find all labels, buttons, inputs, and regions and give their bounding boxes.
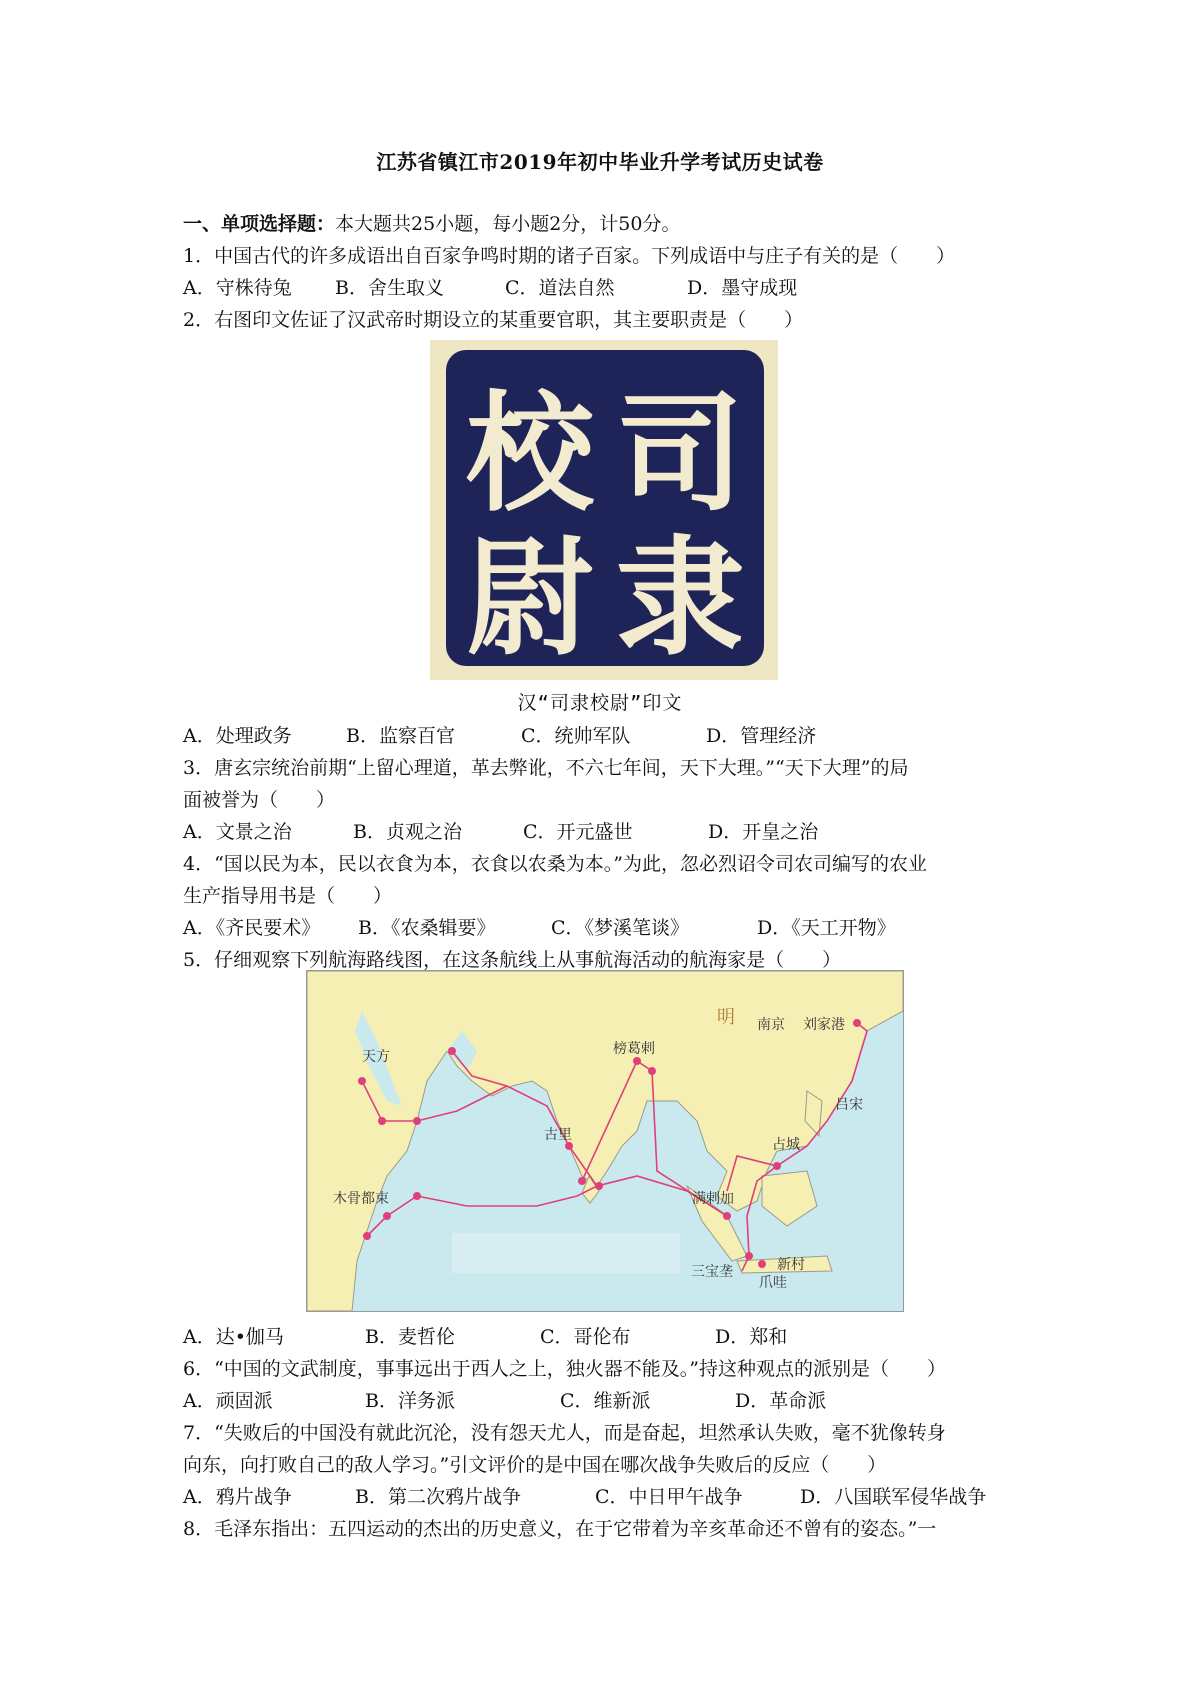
question-5-stem: 5．仔细观察下列航海路线图，在这条航线上从事航海活动的航海家是（ ） (183, 949, 842, 971)
label-luzon: 吕宋 (835, 1097, 863, 1113)
option-d: D．开皇之治 (708, 821, 819, 843)
exam-title: 江苏省镇江市2019年初中毕业升学考试历史试卷 (376, 150, 824, 174)
option-a: A．守株待兔 (183, 277, 292, 299)
section-description: 本大题共25小题，每小题2分，计50分。 (335, 213, 681, 235)
option-a: A．达•伽马 (183, 1326, 284, 1348)
question-4-stem-line-2: 生产指导用书是（ ） (183, 885, 393, 907)
label-nanjing: 南京 (757, 1017, 785, 1033)
option-c: C．开元盛世 (523, 821, 633, 843)
label-malacca: 满剌加 (692, 1191, 734, 1207)
option-a: A．顽固派 (183, 1390, 273, 1412)
option-c: C．维新派 (560, 1390, 651, 1412)
voyage-map-svg (307, 971, 903, 1311)
label-java: 爪哇 (759, 1275, 787, 1291)
label-ming: 明 (717, 1007, 735, 1028)
label-liujiagang: 刘家港 (803, 1017, 845, 1033)
port-ceylon (595, 1182, 603, 1190)
option-c: C．哥伦布 (540, 1326, 631, 1348)
option-a: A．《齐民要术》 (183, 917, 321, 939)
option-d: D．八国联军侵华战争 (800, 1486, 987, 1508)
question-7-options (183, 1482, 1043, 1512)
option-b: B．麦哲伦 (365, 1326, 455, 1348)
map-patch (452, 1233, 680, 1273)
seal-figure (430, 340, 778, 680)
option-a: A．鸦片战争 (183, 1486, 292, 1508)
port-chittagong (648, 1067, 656, 1075)
port-gresik (758, 1260, 766, 1268)
question-1-options (183, 273, 1043, 303)
port-malacca (723, 1212, 731, 1220)
voyage-map (306, 970, 904, 1312)
port-aden (378, 1117, 386, 1125)
option-b: B．第二次鸦片战争 (355, 1486, 521, 1508)
port-liujiagang (853, 1019, 861, 1027)
label-xincun: 新村 (777, 1257, 805, 1273)
label-tianfang: 天方 (362, 1049, 390, 1065)
option-b: B．舍生取义 (335, 277, 444, 299)
question-3-options (183, 817, 1043, 847)
port-hormuz (448, 1047, 456, 1055)
label-champa: 占城 (772, 1137, 800, 1153)
option-a: A．处理政务 (183, 725, 292, 747)
seal-image (430, 340, 778, 680)
option-d: D．革命派 (735, 1390, 827, 1412)
port-semarang (745, 1252, 753, 1260)
question-7-stem-line-1: 7．“失败后的中国没有就此沉沦，没有怨天尤人，而是奋起，坦然承认失败，毫不犹像转身 (183, 1422, 946, 1444)
question-8-stem: 8．毛泽东指出：五四运动的杰出的历史意义，在于它带着为辛亥革命还不曾有的姿态。”一 (183, 1518, 937, 1540)
label-bengal: 榜葛剌 (613, 1041, 655, 1057)
label-guli: 古里 (544, 1127, 572, 1143)
option-d: D．《天工开物》 (757, 917, 896, 939)
option-c: C．《梦溪笔谈》 (551, 917, 690, 939)
label-semarang: 三宝垄 (691, 1264, 733, 1280)
section-heading-line (183, 209, 1043, 239)
port-brava (383, 1212, 391, 1220)
option-b: B．洋务派 (365, 1390, 455, 1412)
seal-caption: 汉“司隶校尉”印文 (517, 692, 683, 714)
seal-char-li: 隶 (615, 523, 745, 673)
option-c: C．道法自然 (505, 277, 615, 299)
section-heading: 一、单项选择题： (183, 213, 336, 235)
question-3-stem-line-2: 面被誉为（ ） (183, 789, 336, 811)
port-jeddah (358, 1077, 366, 1085)
port-bengal (633, 1057, 641, 1065)
question-7-stem-line-2: 向东，向打败自己的敌人学习。”引文评价的是中国在哪次战争失败后的反应（ ） (183, 1454, 887, 1476)
question-4-options (183, 913, 1043, 943)
question-3-stem-line-1: 3．唐玄宗统治前期“上留心理道，革去弊讹，不六七年间，天下大理。”“天下大理”的局 (183, 757, 909, 779)
question-2-stem: 2．右图印文佐证了汉武帝时期设立的某重要官职，其主要职责是（ ） (183, 309, 804, 331)
port-mogadishu (413, 1192, 421, 1200)
question-6-options (183, 1386, 1043, 1416)
question-2-options (183, 721, 1043, 751)
option-b: B．监察百官 (346, 725, 455, 747)
option-a: A．文景之治 (183, 821, 292, 843)
port-malindi (363, 1232, 371, 1240)
option-b: B．贞观之治 (353, 821, 462, 843)
seal-char-si: 司 (615, 379, 745, 529)
label-mogadishu: 木骨都束 (333, 1191, 389, 1207)
option-c: C．中日甲午战争 (595, 1486, 743, 1508)
question-6-stem: 6．“中国的文武制度，事事远出于西人之上，独火器不能及。”持这种观点的派别是（ ） (183, 1358, 947, 1380)
option-d: D．墨守成现 (687, 277, 798, 299)
question-4-stem-line-1: 4．“国以民为本，民以衣食为本，衣食以农桑为本。”为此，忽必烈诏令司农司编写的农业 (183, 853, 928, 875)
question-1-stem: 1．中国古代的许多成语出自百家争鸣时期的诸子百家。下列成语中与庄子有关的是（ ） (183, 245, 956, 267)
seal-char-wei: 尉 (465, 523, 595, 673)
option-d: D．管理经济 (706, 725, 817, 747)
option-c: C．统帅军队 (521, 725, 631, 747)
port-dhofar (413, 1117, 421, 1125)
port-champa (773, 1162, 781, 1170)
option-b: B．《农桑辑要》 (358, 917, 496, 939)
port-cochin (578, 1177, 586, 1185)
port-calicut (565, 1142, 573, 1150)
seal-char-xiao: 校 (465, 379, 595, 529)
option-d: D．郑和 (715, 1326, 788, 1348)
question-5-options (183, 1322, 1043, 1352)
